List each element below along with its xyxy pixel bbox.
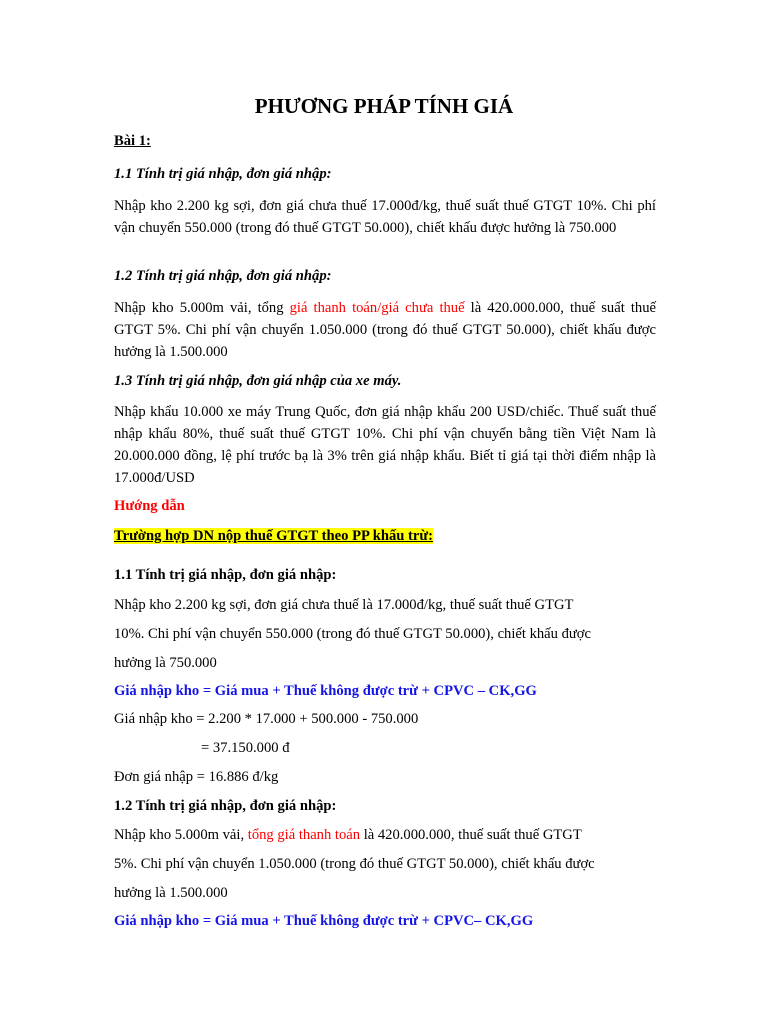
guide-1-2-line-1-a: Nhập kho 5.000m vải, [114, 827, 248, 843]
section-1-2-highlight-text: giá thanh toán/giá chưa thuế [289, 300, 465, 316]
guide-1-2-formula: Giá nhập kho = Giá mua + Thuế không được trừ + CPVC– CK,GG [114, 913, 534, 929]
section-1-1-text: Nhập kho 2.200 kg sợi, đơn giá chưa thuế 17.000đ/kg, thuế suất thuế GTGT 10%. Chi phí vận chuyển 550.000 (trong đó thuế GTGT 50.000), chiết khấu được hưởng là 750.000 [114, 198, 656, 236]
guide-1-1-line-3: hưởng là 750.000 [114, 655, 217, 671]
guide-1-2-line-2: 5%. Chi phí vận chuyển 1.050.000 (trong đó thuế GTGT 50.000), chiết khấu được [114, 856, 595, 872]
guide-1-1-text [114, 591, 656, 678]
page-title: PHƯƠNG PHÁP TÍNH GIÁ [254, 94, 514, 118]
guide-1-1-calc-2: = 37.150.000 đ [201, 740, 290, 756]
guide-1-1-calc-1: Giá nhập kho = 2.200 * 17.000 + 500.000 - 750.000 [114, 711, 419, 727]
section-1-2-heading: 1.2 Tính trị giá nhập, đơn giá nhập: [114, 268, 332, 284]
guide-1-1-heading: 1.1 Tính trị giá nhập, đơn giá nhập: [114, 567, 337, 583]
section-1-3-heading: 1.3 Tính trị giá nhập, đơn giá nhập của xe máy. [114, 373, 402, 389]
guide-1-2-line-1 [114, 821, 656, 850]
case-heading [114, 528, 656, 545]
section-1-2-text-b: là 420.000.000, thuế suất thuế GTGT 5%. Chi phí vận chuyển 1.050.000 (trong đó thuế GTGT 50.000), chiết khấu được hưởng là 1.500.000 [114, 300, 656, 360]
section-1-2-text-a: Nhập kho 5.000m vải, tổng [114, 300, 290, 316]
case-heading-highlight: Trường hợp DN nộp thuế GTGT theo PP khấu trừ: [114, 528, 433, 544]
guide-1-2-line-1-b: là 420.000.000, thuế suất thuế GTGT [360, 827, 582, 843]
guide-1-1-line-1: Nhập kho 2.200 kg sợi, đơn giá chưa thuế là 17.000đ/kg, thuế suất thuế GTGT [114, 597, 574, 613]
guide-1-2-text [114, 821, 656, 908]
section-1-3-text: Nhập khẩu 10.000 xe máy Trung Quốc, đơn giá nhập khẩu 200 USD/chiếc. Thuế suất thuế nhập khẩu 80%, thuế suất thuế GTGT 10%. Chi phí vận chuyển bằng tiền Việt Nam là 20.000.000 đồng, lệ phí trước bạ là 3% trên giá nhập khẩu. Biết tỉ giá tại thời điểm nhập là 17.000đ/USD [114, 404, 656, 486]
guide-1-1-line-2: 10%. Chi phí vận chuyển 550.000 (trong đó thuế GTGT 50.000), chiết khấu được [114, 626, 592, 642]
guide-1-1-unit-price: Đơn giá nhập = 16.886 đ/kg [114, 769, 279, 785]
guide-1-1-formula: Giá nhập kho = Giá mua + Thuế không được trừ + CPVC – CK,GG [114, 683, 537, 699]
guide-1-2-highlight-text: tổng giá thanh toán [247, 827, 361, 843]
guide-heading: Hướng dẫn [114, 498, 185, 514]
guide-1-2-heading: 1.2 Tính trị giá nhập, đơn giá nhập: [114, 798, 337, 814]
lesson-label: Bài 1: [114, 133, 151, 149]
section-1-2-text [114, 297, 656, 363]
section-1-1-heading: 1.1 Tính trị giá nhập, đơn giá nhập: [114, 166, 332, 182]
guide-1-2-line-3: hưởng là 1.500.000 [114, 885, 228, 901]
